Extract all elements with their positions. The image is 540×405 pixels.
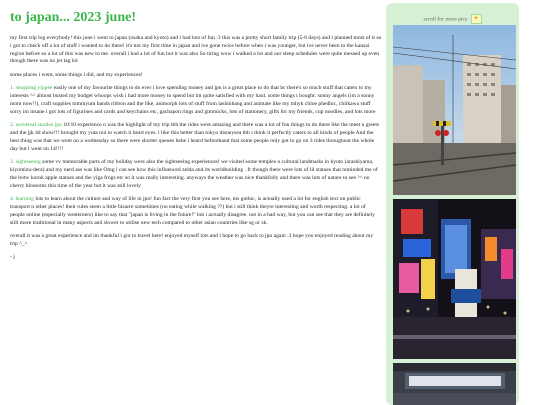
section-learning <box>10 196 382 227</box>
section-heading: 1. shopping yippee <box>10 85 53 92</box>
photo-railway-crossing <box>393 25 516 195</box>
signoff: - j <box>10 254 15 261</box>
section-heading: 2. universal studios jpn <box>10 122 62 129</box>
section-heading: 4. learning <box>10 196 34 203</box>
blog-post-body <box>10 35 382 268</box>
section-universal-studios <box>10 122 382 153</box>
photo-shopfront-sign <box>393 363 516 405</box>
photo-dotonbori-night <box>393 199 516 359</box>
section-text: 10/10 experience n was the highlight of my trip tbh the rides were amazing and there was a lot of fun things to do there like the meet n greets and the jjk 4d show!!! brought my yuta nui to watch it heart eyes. i like this better than tokyo disneysea tbh i think it perfectly caters to all kinds of people And the best thing was that we went on a wednesday so there were shorter queues hehe i heard beforehand that some people only got to go on 3 rides throughout the whole day but i went on 14!!!! <box>10 122 380 152</box>
highlights-intro: some places i went, some things i did, and my experiences! <box>10 71 143 78</box>
section-text: lots to learn about the culture and way of life in jpn! fun fact the very first you see here, ms gothic, is actually used a lot for english text on public transport n other places! their rules seem a little bizarre sometimes (no eating while walking ??) but i still think theyre interesting and worth respecting. a lot of people online (especially westerners) like to say that "japan is living in the future!" but i actually disagree. not in a bad way, but you can see that they are definitely still more traditional in many aspects and slower to utilise new tech compared to other asian countries like sg or sk. <box>10 196 375 226</box>
sparkle-icon: ✦ <box>471 14 482 24</box>
scroll-hint <box>386 14 519 24</box>
section-text: easily one of my favourite things to do ever i love spending money and jpn is a great place to do that bc there's so much stuff that caters to my interests ^^ almost busted my budget whoops wish i had more money to spend but im quite satisfied with my haul. some things i bought: sonny angels (im a sonny mom now!!), craft supplies mmmyum bands ribbon and the like, animorph lots of stuff from lashinbang and animate like my mhyk chloe phedhic, chiikawa stuff sorry im insane i got lots of figurines and cards and keychains etc, gachapon rings and gimmicks, lots of stationery, gifts for my friends, cup noodles, and lots more <box>10 85 376 115</box>
section-shopping <box>10 85 382 116</box>
closing-paragraph: overall it was a great experience and im thankful i got to travel here! enjoyed myself lots and i hope to go back to jpn again :3 hope you enjoyed reading about my trip ^_^ <box>10 232 374 247</box>
section-heading: 3. sightseeing <box>10 159 41 166</box>
scroll-hint-text: scroll for more pics <box>423 16 468 23</box>
section-sightseeing <box>10 159 382 190</box>
page-title: to japan... 2023 june! <box>10 10 137 25</box>
section-text: some vv memorable parts of my holiday were also the sightseeing experiences! we visited some temples n cultural landmarks in kyoto (arashiyama, kiyomizu-dera) and my nerd ass was like Omg i can see how this influenced zelda and its worldbuilding . fr though there were lots of lil statues that reminded me of the botw korok apple statues and the yiga frogs etc so it was really interesting. anyways the weather was nice thankfully and there was lots of nature to see ^^ no cherry blossoms this time of the year but it was still lovely <box>10 159 378 189</box>
intro-paragraph: my first trip log everybody! this june i went to japan (osaka and kyoto) and i had lots of fun :3 this was a pretty short family trip (5-6 days) and i planned most of it so i got to check off a lot of stuff i wanted to do there! it's not my first time in japan and ive gone twice before when i was younger, but ive never been to the kansai region before so a lot of this was new to me. overall i had a lot of fun but it was also So tiring wow i walked a lot and our sleep schedules were quite messed up even though there was no jet lag lol <box>10 35 382 65</box>
